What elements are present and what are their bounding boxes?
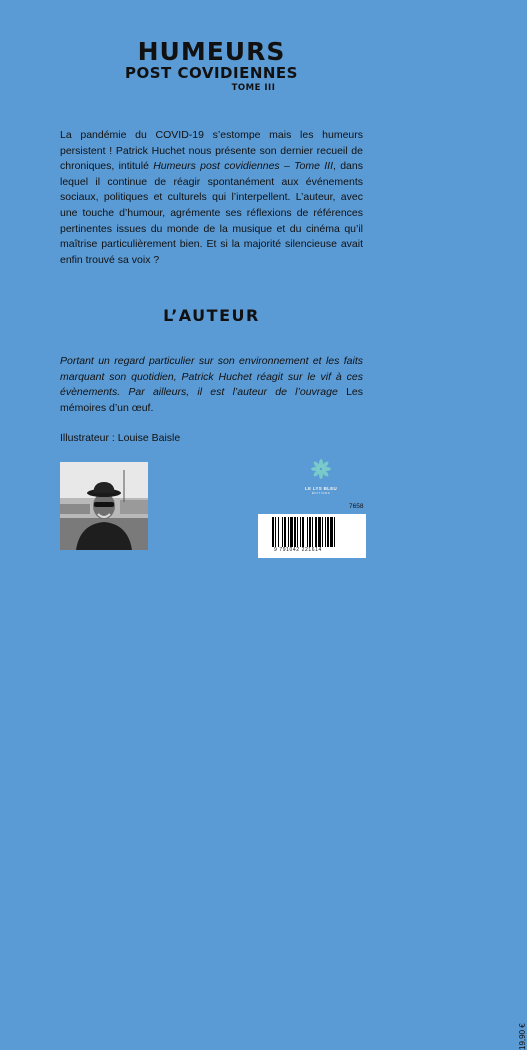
author-bio-italic: Portant un regard particulier sur son environnement et les faits marquant son quotidien, Patrick Huchet réagit sur le vif à ces évènements. Par ailleurs, il est l’auteur de l’ouvrage <box>60 355 363 399</box>
book-subtitle: POST COVIDIENNES <box>125 64 298 82</box>
barcode-panel <box>258 514 527 1050</box>
author-portrait-image <box>60 462 148 550</box>
publisher-subtitle: ÉDITIONS <box>311 491 331 495</box>
price-label: 19,90 € <box>518 1023 527 1050</box>
isbn-digits: 9 791042 221614 <box>274 547 322 553</box>
cover-title-block <box>0 38 423 93</box>
illustrator-credit: Illustrateur : Louise Baisle <box>60 432 181 444</box>
synopsis-paragraph <box>60 128 363 268</box>
barcode-icon <box>272 517 362 547</box>
author-bio <box>60 354 363 416</box>
synopsis-text-start: La pandémie du COVID-19 s’estompe mais les humeurs persistent ! Patrick Huchet nous présente son dernier recueil de chroniques, intitulé <box>60 129 363 173</box>
author-heading: L’AUTEUR <box>163 306 260 325</box>
synopsis-book-title: Humeurs post covidiennes – Tome III <box>153 160 334 173</box>
lily-flower-icon <box>310 458 332 480</box>
synopsis-text-end: , dans lequel il continue de réagir spontanément aux événements sociaux, politiques et culturels qui l’interpellent. L’auteur, avec une touche d’humour, agrémente ses réflexions de références pertinentes issues du monde de la musique et du cinéma qu’il maîtrise particulièrement bien. Et si la majorité silencieuse avait enfin trouvé sa voix ? <box>60 160 363 266</box>
publisher-name: LE LYS BLEU <box>304 486 338 491</box>
book-title: HUMEURS <box>137 37 286 66</box>
book-volume: TOME III <box>231 83 276 93</box>
reference-code: 7658 <box>349 503 364 510</box>
publisher-logo <box>299 458 343 495</box>
author-bio-plain: Les mémoires d’un œuf. <box>60 386 363 414</box>
author-photo <box>60 462 148 550</box>
